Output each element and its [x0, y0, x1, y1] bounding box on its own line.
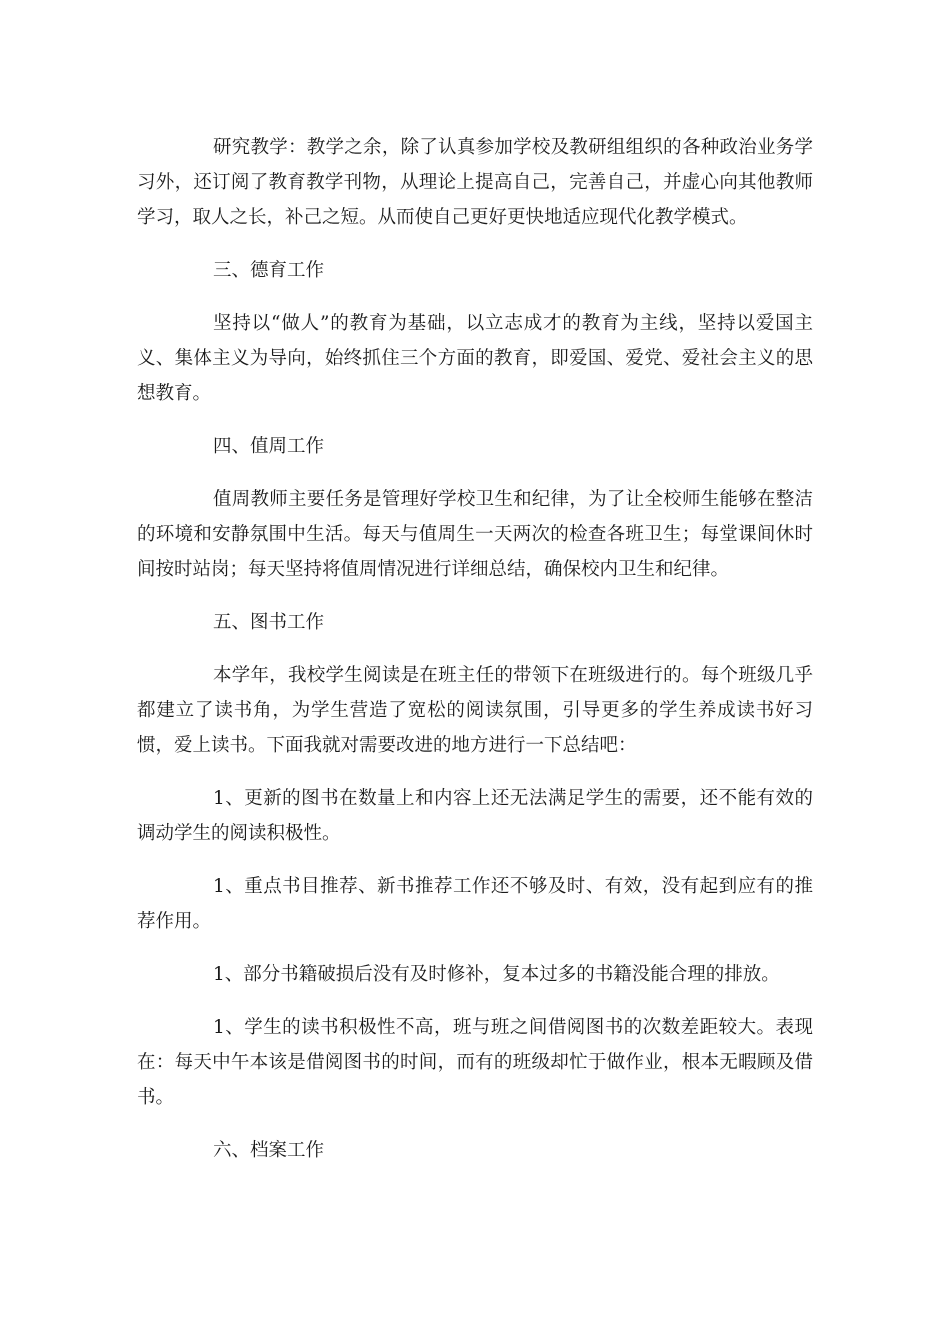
- list-item-library-issue: 1、部分书籍破损后没有及时修补，复本过多的书籍没能合理的排放。: [213, 964, 780, 985]
- document-body: [137, 130, 813, 1186]
- section-heading-archives: 六、档案工作: [213, 1140, 325, 1161]
- section-heading-duty-week: 四、值周工作: [213, 436, 325, 457]
- list-item-library-issue: 1、学生的读书积极性不高，班与班之间借阅图书的次数差距较大。表现在：每天中午本该是借阅图书的时间，而有的班级却忙于做作业，根本无暇顾及借书。: [137, 1017, 813, 1108]
- paragraph-moral-education: 坚持以“做人”的教育为基础，以立志成才的教育为主线，坚持以爱国主义、集体主义为导向，始终抓住三个方面的教育，即爱国、爱党、爱社会主义的思想教育。: [137, 313, 813, 404]
- section-heading-moral-education: 三、德育工作: [213, 260, 325, 281]
- paragraph-library-intro: 本学年，我校学生阅读是在班主任的带领下在班级进行的。每个班级几乎都建立了读书角，为学生营造了宽松的阅读氛围，引导更多的学生养成读书好习惯，爱上读书。下面我就对需要改进的地方进行一下总结吧：: [137, 665, 813, 756]
- list-item-library-issue: 1、更新的图书在数量上和内容上还无法满足学生的需要，还不能有效的调动学生的阅读积极性。: [137, 788, 813, 844]
- section-heading-library: 五、图书工作: [213, 612, 325, 633]
- paragraph-duty-week: 值周教师主要任务是管理好学校卫生和纪律，为了让全校师生能够在整洁的环境和安静氛围中生活。每天与值周生一天两次的检查各班卫生；每堂课间休时间按时站岗；每天坚持将值周情况进行详细总结，确保校内卫生和纪律。: [137, 489, 813, 580]
- list-item-library-issue: 1、重点书目推荐、新书推荐工作还不够及时、有效，没有起到应有的推荐作用。: [137, 876, 813, 932]
- paragraph-research-teaching: 研究教学：教学之余，除了认真参加学校及教研组组织的各种政治业务学习外，还订阅了教育教学刊物，从理论上提高自己，完善自己，并虚心向其他教师学习，取人之长，补己之短。从而使自己更好更快地适应现代化教学模式。: [137, 137, 813, 228]
